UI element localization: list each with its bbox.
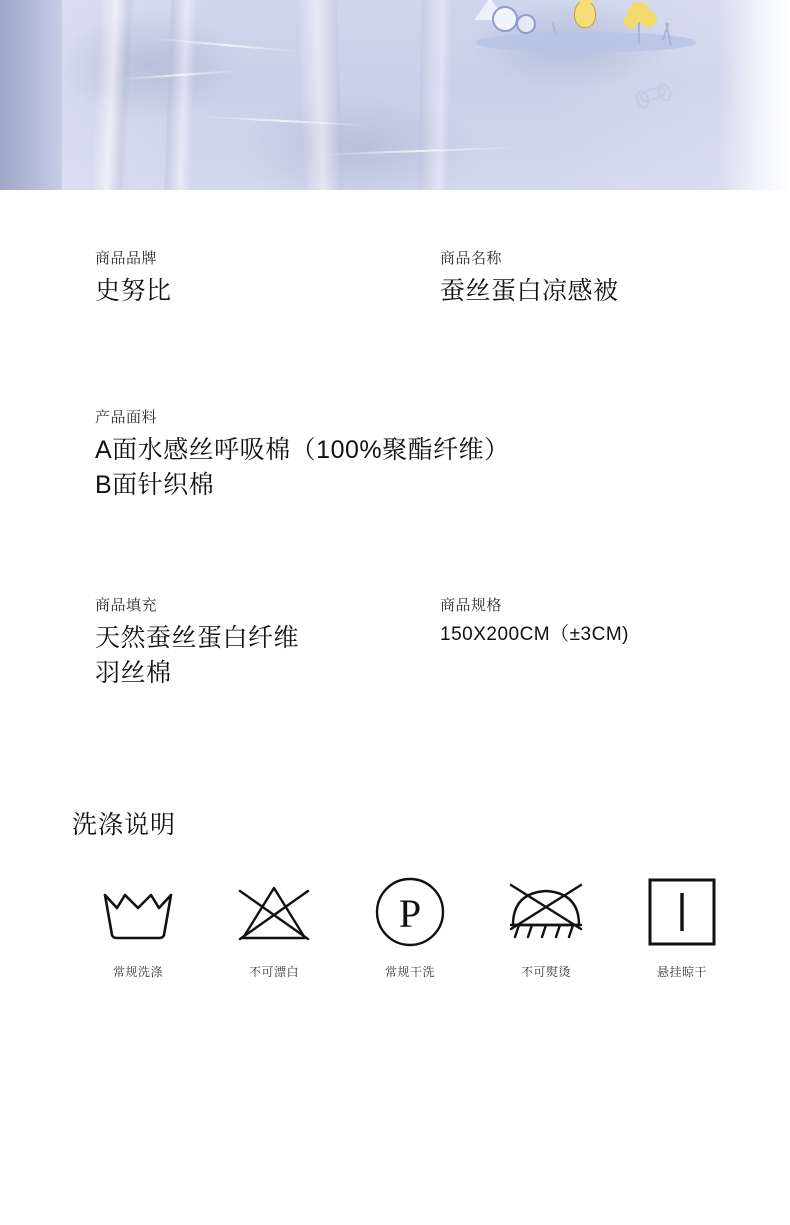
spec-value-fabric-line2: B面针织棉 — [95, 471, 215, 499]
line-dry-icon — [614, 875, 750, 949]
svg-text:P: P — [398, 891, 422, 936]
product-spec-list — [0, 190, 790, 691]
spec-fabric — [95, 407, 735, 503]
embroidery-cluster — [470, 0, 700, 62]
quilt-left-edge — [0, 0, 62, 190]
spec-value-brand: 史努比 — [95, 277, 172, 305]
washing-symbol-item — [70, 875, 206, 981]
spec-value-filling-line1: 天然蚕丝蛋白纤维 — [95, 624, 300, 652]
spec-value-filling-line2: 羽丝棉 — [95, 659, 172, 687]
washing-symbol-caption: 不可熨烫 — [520, 965, 571, 979]
product-photo — [0, 0, 790, 190]
spec-value-size: 150X200CM（±3CM) — [440, 624, 629, 645]
spec-label-filling: 商品填充 — [95, 597, 158, 614]
washing-symbol-item — [478, 875, 614, 981]
washing-symbol-item — [614, 875, 750, 981]
washing-instructions-section — [0, 809, 790, 981]
normal-wash-icon — [70, 875, 206, 949]
woodstock-bird-embroidery-icon — [574, 0, 596, 28]
fabric-fold — [418, 0, 452, 190]
fabric-shadow — [60, 10, 240, 120]
spec-label-product-name: 商品名称 — [440, 250, 503, 267]
spec-label-size: 商品规格 — [440, 597, 503, 614]
washing-symbol-list — [70, 875, 790, 981]
do-not-iron-icon — [478, 875, 614, 949]
spec-row — [0, 407, 790, 503]
washing-instructions-title: 洗涤说明 — [72, 811, 177, 839]
snoopy-embroidery-icon — [492, 6, 518, 32]
washing-symbol-caption: 常规洗涤 — [112, 965, 163, 979]
flower-embroidery-icon — [628, 2, 650, 24]
flower-stem — [638, 22, 640, 44]
quilt-right-highlight — [718, 0, 790, 190]
do-not-bleach-icon — [206, 875, 342, 949]
fabric-fold — [296, 0, 343, 190]
spec-label-fabric: 产品面料 — [95, 409, 158, 426]
spec-row — [0, 595, 790, 691]
washing-symbol-caption: 常规干洗 — [384, 965, 435, 979]
washing-symbol-item — [342, 875, 478, 981]
spec-size — [440, 595, 740, 691]
washing-symbol-caption: 悬挂晾干 — [656, 965, 707, 979]
spec-label-brand: 商品品牌 — [95, 250, 158, 267]
snoopy-embroidery-icon — [516, 14, 536, 34]
dry-clean-p-icon — [342, 875, 478, 949]
spec-filling — [95, 595, 440, 691]
spec-brand — [95, 248, 440, 309]
spec-value-product-name: 蚕丝蛋白凉感被 — [440, 277, 619, 305]
washing-symbol-caption: 不可漂白 — [248, 965, 299, 979]
spec-value-fabric-line1: A面水感丝呼吸棉（100%聚酯纤维） — [95, 436, 510, 464]
spec-product-name — [440, 248, 740, 309]
washing-symbol-item — [206, 875, 342, 981]
spec-row — [0, 248, 790, 309]
